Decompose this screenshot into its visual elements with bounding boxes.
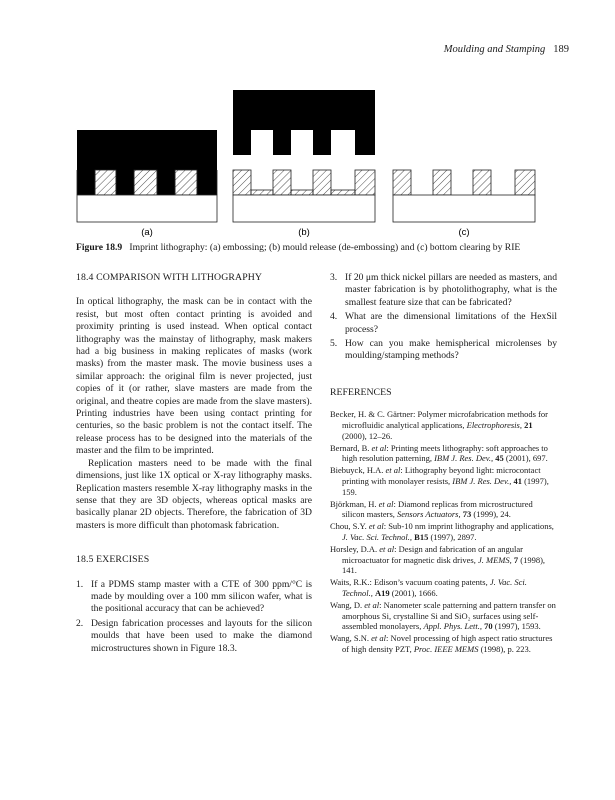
reference-journal: Electrophoresis, (466, 420, 522, 431)
right-column (330, 272, 557, 656)
reference-journal: IBM J. Res. Dev., (434, 453, 494, 464)
caption-text: Imprint lithography: (a) embossing; (b) mould release (de-embossing) and (c) bottom clearing by RIE (129, 242, 521, 253)
reference-item (330, 521, 557, 543)
figure-caption (76, 242, 576, 253)
reference-journal: IBM J. Res. Dev., (452, 476, 512, 487)
reference-etal: et al (378, 498, 394, 509)
panel-c-substrate (393, 195, 535, 222)
reference-title: : Nanometer scale patterning and pattern transfer on amorphous Si, crystalline Si and SiO₂ surfaces using self-assembled monolayers, (342, 599, 556, 632)
reference-authors: Bernard, B. (330, 442, 370, 453)
panel-a-stamp-tooth (77, 170, 95, 195)
panel-a-stamp-tooth (197, 170, 217, 195)
reference-item (330, 544, 557, 576)
exercise-item (76, 579, 312, 616)
section-heading-exercises: 18.5 EXERCISES (76, 554, 150, 566)
reference-etal: et al (379, 543, 395, 554)
left-column (76, 272, 312, 657)
exercise-number: 2. (76, 617, 84, 629)
reference-list (330, 409, 557, 655)
reference-year-pages: (2000), 12–26. (342, 430, 393, 441)
exercise-number: 5. (330, 338, 338, 350)
reference-volume: 21 (524, 420, 533, 431)
reference-authors: Becker, H. & C. Gärtner: Polymer microfabrication methods for microfluidic analytical applications, (330, 409, 548, 431)
reference-year-pages: (1997), 2897. (430, 532, 477, 543)
body-paragraph: In optical lithography, the mask can be in contact with the resist, but most often contact printing is avoided and proximity printing is used instead. When optical contact lithography was the mainstay of lithography, mask makers had a big business in making replicates of masks (work masks) from the master mask. The movie business uses a similar approach: the original film is never projected, just copies of it (or rather, slave masters are made from the original, and theatre copies are made from the slave masters). Printing industries have been using contact printing for centuries, so the basic problem is not the contact itself. The release process has to be designed into the materials of the master and the film to be imprinted. (76, 296, 312, 457)
reference-volume: 7 (513, 554, 519, 565)
reference-year-pages: (1997), 159. (342, 476, 549, 497)
panel-label-b: (b) (298, 227, 310, 238)
reference-volume: 70 (484, 621, 493, 632)
exercise-list-continued (330, 272, 557, 363)
reference-volume: 41 (513, 476, 522, 487)
reference-journal: Proc. IEEE MEMS (413, 643, 479, 654)
reference-authors: Wang, S.N. (330, 633, 369, 644)
reference-item (330, 600, 557, 632)
reference-title: : Novel processing of high aspect ratio structures of high density PZT, (342, 633, 553, 654)
reference-authors: Biebuyck, H.A. (330, 465, 384, 476)
panel-a-diagram (77, 130, 217, 222)
exercise-item (330, 311, 557, 336)
panel-b-diagram (233, 90, 375, 222)
reference-year-pages: (1998), p. 223. (480, 643, 531, 654)
reference-journal: J. Vac. Sci. Technol., (342, 577, 527, 598)
panel-label-c: (c) (458, 227, 470, 238)
running-header (444, 44, 569, 55)
exercise-item (330, 338, 557, 363)
reference-journal: Appl. Phys. Lett., (423, 621, 483, 632)
imprint-lithography-figure (75, 82, 555, 242)
reference-year-pages: (1998), 141. (342, 554, 546, 576)
panel-label-a: (a) (141, 227, 153, 238)
reference-year-pages: (2001), 697. (505, 453, 548, 464)
reference-etal: et al (371, 633, 386, 644)
panel-c-diagram (393, 170, 535, 222)
caption-label: Figure 18.9 (76, 242, 123, 253)
exercise-text: What are the dimensional limitations of the HexSil process? (345, 311, 557, 335)
reference-etal: et al (371, 442, 387, 453)
reference-item (330, 443, 557, 465)
exercise-item (76, 618, 312, 655)
reference-year-pages: (1999), 24. (473, 509, 511, 520)
panel-a-stamp-body (77, 130, 217, 170)
panel-a-stamp-tooth (116, 170, 134, 195)
reference-etal: et al (368, 521, 384, 532)
panel-a-stamp-tooth (157, 170, 175, 195)
reference-item (330, 465, 557, 497)
references-heading: REFERENCES (330, 386, 392, 398)
reference-item (330, 499, 557, 521)
section-heading-comparison: 18.4 COMPARISON WITH LITHOGRAPHY (76, 272, 263, 283)
reference-journal: Sensors Actuators, (397, 509, 461, 520)
exercise-list (76, 579, 312, 655)
reference-authors: Chou, S.Y. (330, 521, 367, 532)
exercise-text: How can you make hemispherical microlenses by moulding/stamping methods? (345, 338, 557, 362)
reference-title: : Printing meets lithography: soft approaches to high resolution patterning, (342, 442, 548, 464)
reference-authors: Waits, R.K.: Edison’s vacuum coating patents, (330, 577, 488, 588)
reference-volume: B15 (414, 532, 429, 543)
reference-authors: Björkman, H. (330, 498, 377, 509)
reference-authors: Horsley, D.A. (330, 543, 378, 554)
body-paragraph: Replication masters need to be made with the final dimensions, just like 1X optical or X-ray lithography masks. Replication masters resemble X-ray lithography masks in the sense that they are 3D objects, whereas optical masks are basically planar 2D objects. Therefore, the fabrication of 3D masters is more difficult than photomask fabrication. (76, 457, 312, 531)
exercise-number: 3. (330, 272, 338, 283)
panel-b-stamp-body (233, 90, 375, 130)
exercise-number: 4. (330, 311, 338, 323)
reference-item (330, 577, 557, 599)
reference-title: : Lithography beyond light: microcontact printing with monolayer resists, (342, 465, 541, 487)
reference-year-pages: (2001), 1666. (391, 588, 438, 598)
exercise-text: If 20 μm thick nickel pillars are needed as masters, and master fabrication is by photolithography, what is the smallest feature size that can be fabricated? (345, 272, 557, 308)
exercise-text: If a PDMS stamp master with a CTE of 300 ppm/°C is made by moulding over a 100 mm silicon wafer, what is the positional accuracy that can be achieved? (91, 578, 312, 615)
reference-title: : Design and fabrication of an angular microactuator for magnetic disk drives, (342, 543, 524, 565)
reference-item (330, 409, 557, 441)
reference-volume: A19 (374, 588, 390, 598)
running-title: Moulding and Stamping (443, 44, 546, 55)
panel-b-substrate (233, 195, 375, 222)
reference-item (330, 633, 557, 655)
reference-volume: 73 (462, 509, 472, 520)
exercise-text: Design fabrication processes and layouts for the silicon moulds that have been used to make the diamond microstructures shown in Figure 18.3. (91, 617, 312, 654)
reference-etal: et al (385, 465, 401, 476)
panel-a-substrate (77, 195, 217, 222)
page-number: 189 (553, 44, 569, 55)
reference-year-pages: (1997), 1593. (494, 621, 541, 632)
exercise-number: 1. (76, 578, 84, 590)
reference-authors: Wang, D. (330, 599, 363, 610)
reference-title: : Sub-10 nm imprint lithography and applications, (383, 521, 554, 532)
reference-title: : Diamond replicas from microstructured silicon masters, (342, 498, 533, 520)
reference-journal: J. Vac. Sci. Technol., (342, 532, 413, 543)
reference-etal: et al (364, 599, 380, 610)
reference-journal: J. MEMS, (477, 554, 512, 565)
reference-volume: 45 (495, 453, 504, 464)
exercise-item (330, 272, 557, 309)
